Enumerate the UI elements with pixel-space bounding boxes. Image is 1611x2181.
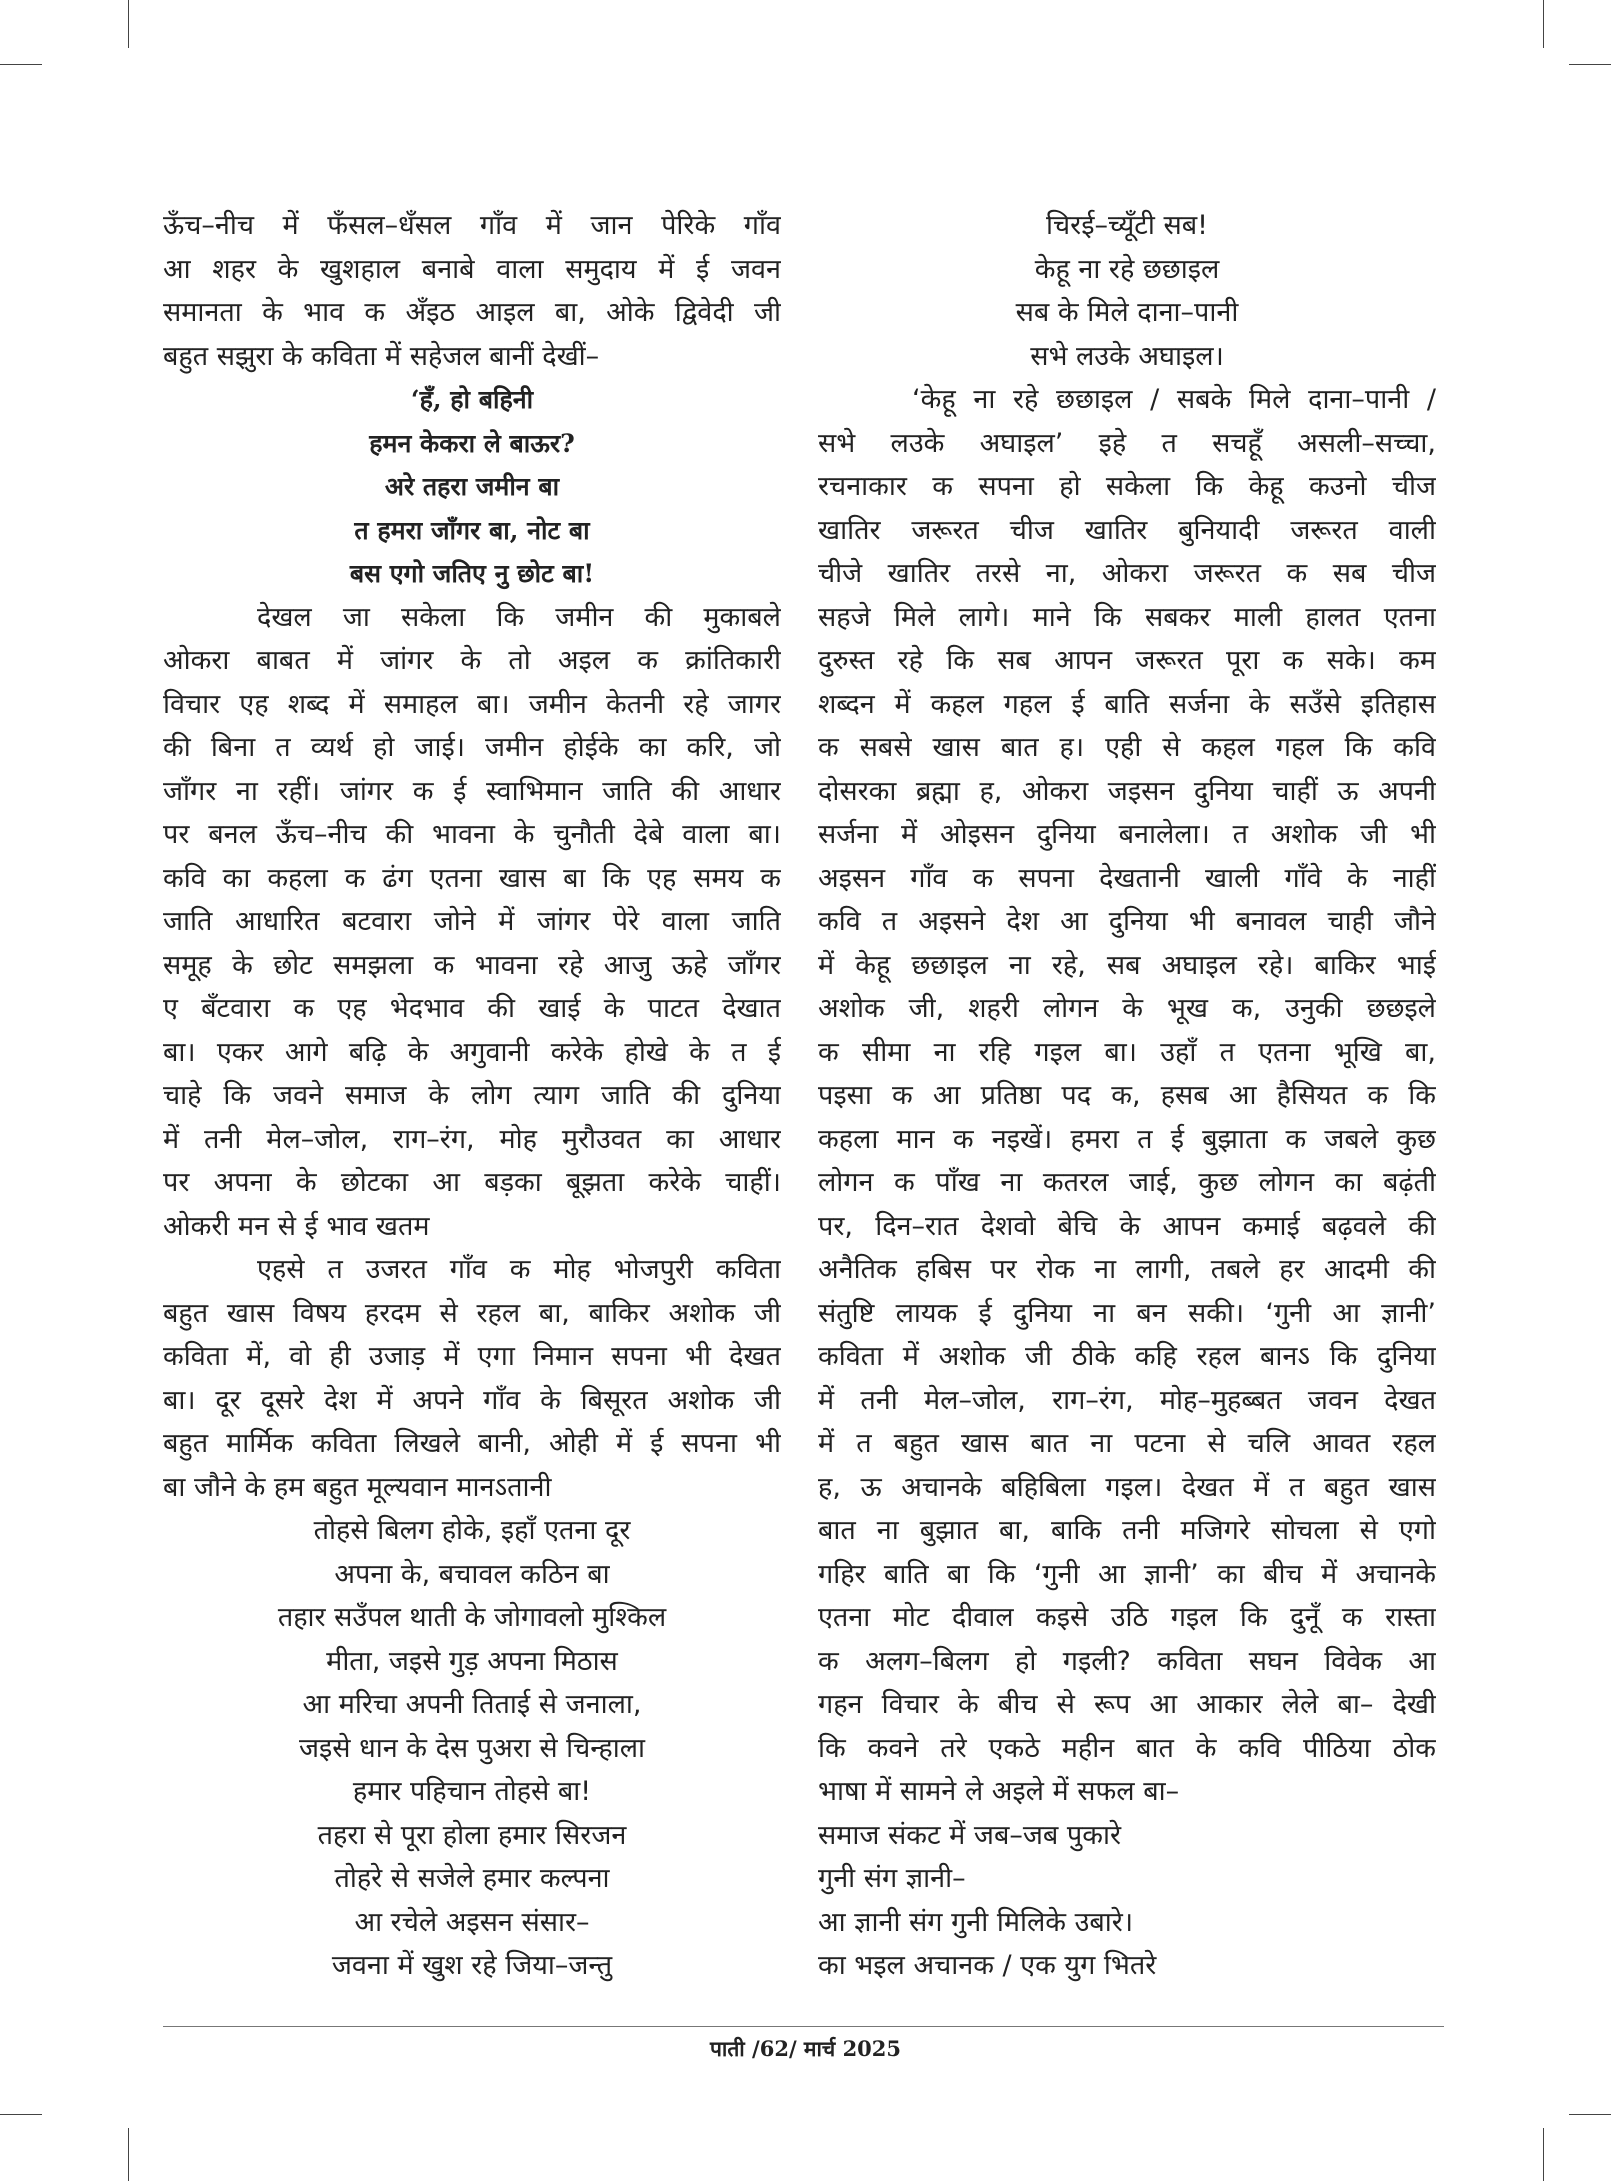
text-line: में तनी मेल–जोल, राग–रंग, मोह–मुहब्बत जवन देखत [818,1384,1436,1416]
text-line: बा। दूर दूसरे देश में अपने गाँव के बिसूरत अशोक जी [163,1384,781,1416]
text-line: अपना के, बचावल कठिन बा [334,1558,610,1590]
text-line: समानता के भाव क अँइठ आइल बा, ओके द्विवेदी जी [163,297,781,328]
footer-rule [163,2026,1444,2027]
text-line: आ ज्ञानी संग गुनी मिलिके उबारे। [818,1906,1134,1938]
text-line: एतना मोट दीवाल कइसे उठि गइल कि दुनूँ क रास्ता [818,1602,1436,1633]
text-line: समूह के छोट समझला क भावना रहे आजु ऊहे जाँगर [163,949,781,981]
text-line: आ रचेले अइसन संसार– [354,1906,590,1938]
text-line: चिरई–च्यूँटी सब! [1046,210,1208,241]
text-line: सहजे मिले लागे। माने कि सबकर माली हालत एतना [818,601,1436,633]
text-line: आ मरिचा अपनी तिताई से जनाला, [302,1689,642,1720]
text-line: ओकरी मन से ई भाव खतम [163,1210,430,1242]
crop-mark-bottom-right-horizontal [1569,2114,1611,2115]
text-line: दोसरका ब्रह्मा ह, ओकरा जइसन दुनिया चाहीं ऊ अपनी [818,775,1436,807]
text-line: कविता में, वो ही उजाड़ में एगा निमान सपना भी देखत [163,1341,781,1372]
text-line: बहुत खास विषय हरदम से रहल बा, बाकिर अशोक जी [163,1297,781,1329]
text-line: कवि त अइसने देश आ दुनिया भी बनावल चाही जौने [818,906,1436,937]
text-line: कविता में अशोक जी ठीके कहि रहल बानऽ कि दुनिया [818,1341,1436,1372]
crop-mark-bottom-left-vertical [128,2128,129,2181]
text-line: देखल जा सकेला कि जमीन की मुकाबले [257,601,781,633]
text-line: पइसा क आ प्रतिष्ठा पद क, हसब आ हैसियत क कि [818,1080,1436,1111]
text-line: शब्दन में कहल गहल ई बाति सर्जना के सउँसे इतिहास [818,688,1436,720]
text-line: गहिर बाति बा कि ‘गुनी आ ज्ञानी’ का बीच में अचानके [818,1558,1436,1590]
text-line: अनैतिक हबिस पर रोक ना लागी, तबले हर आदमी की [818,1254,1436,1285]
text-line: त हमरा जाँगर बा, नोट बा [354,515,590,545]
page-folio: पाती /62/ मार्च 2025 [709,2036,902,2061]
text-line: रचनाकार क सपना हो सकेला कि केहू कउनो चीज [818,471,1436,502]
text-line: की बिना त व्यर्थ हो जाई। जमीन होईके का करि, जो [163,732,781,763]
text-line: जाँगर ना रहीं। जांगर क ई स्वाभिमान जाति की आधार [163,775,781,807]
text-line: तोहसे बिलग होके, इहाँ एतना दूर [313,1515,631,1546]
text-line: बहुत मार्मिक कविता लिखले बानी, ओही में ई सपना भी [163,1428,781,1459]
text-line: सभे लउके अघाइल। [1030,340,1224,372]
text-line: बहुत सझुरा के कविता में सहेजल बानीं देखीं– [163,340,600,372]
text-line: गुनी संग ज्ञानी– [818,1863,966,1894]
text-line: ओकरा बाबत में जांगर के तो अइल क क्रांतिकारी [163,645,781,676]
crop-mark-bottom-right-vertical [1543,2128,1544,2181]
text-line: क सीमा ना रहि गइल बा। उहाँ त एतना भूखि बा, [818,1036,1436,1068]
text-line: दुरुस्त रहे कि सब आपन जरूरत पूरा क सके। कम [818,645,1436,676]
text-line: मीता, जइसे गुड़ अपना मिठास [326,1645,618,1677]
text-line: केहू ना रहे छछाइल [1034,253,1220,285]
crop-mark-bottom-left-horizontal [0,2114,42,2115]
text-line: क अलग–बिलग हो गइली? कविता सघन विवेक आ [818,1645,1436,1677]
text-line: लोगन क पाँख ना कतरल जाई, कुछ लोगन का बढ़ंती [818,1167,1436,1198]
text-line: सब के मिले दाना–पानी [1015,297,1239,328]
text-line: चीजे खातिर तरसे ना, ओकरा जरूरत क सब चीज [818,558,1436,589]
text-line: ‘हँ, हो बहिनी [410,385,534,414]
text-line: सभे लउके अघाइल’ इहे त सचहूँ असली–सच्चा, [818,427,1436,459]
text-line: कवि का कहला क ढंग एतना खास बा कि एह समय क [163,862,781,894]
text-line: अरे तहरा जमीन बा [384,472,560,501]
text-line: हमन केकरा ले बाऊर? [369,428,575,458]
text-line: का भइल अचानक / एक युग भितरे [818,1950,1157,1981]
text-line: में तनी मेल–जोल, राग–रंग, मोह मुरौउवत का आधार [163,1123,781,1155]
text-line: संतुष्टि लायक ई दुनिया ना बन सकी। ‘गुनी आ ज्ञानी’ [818,1297,1436,1329]
text-line: विचार एह शब्द में समाहल बा। जमीन केतनी रहे जागर [163,688,781,720]
text-line: जइसे धान के देस पुअरा से चिन्हाला [298,1732,646,1764]
text-line: ह, ऊ अचानके बहिबिला गइल। देखत में त बहुत खास [818,1471,1436,1503]
text-line: में त बहुत खास बात ना पटना से चलि आवत रहल [818,1428,1436,1459]
text-line: ए बँटवारा क एह भेदभाव की खाई के पाटत देखात [163,993,781,1024]
text-line: आ शहर के खुशहाल बनाबे वाला समुदाय में ई जवन [163,253,781,285]
crop-mark-top-right-vertical [1543,0,1544,48]
text-line: जाति आधारित बटवारा जोने में जांगर पेरे वाला जाति [163,906,781,937]
crop-mark-top-left-horizontal [0,64,42,65]
text-line: तहार सउँपल थाती के जोगावलो मुश्किल [277,1602,667,1633]
text-line: पर बनल ऊँच–नीच की भावना के चुनौती देबे वाला बा। [163,819,781,850]
text-line: तोहरे से सजेले हमार कल्पना [334,1863,610,1894]
text-line: क सबसे खास बात ह। एही से कहल गहल कि कवि [818,732,1436,763]
text-line: तहरा से पूरा होला हमार सिरजन [317,1819,627,1851]
left-text-column [163,204,781,1988]
text-line: बा जौने के हम बहुत मूल्यवान मानऽतानी [163,1471,552,1503]
crop-mark-top-left-vertical [128,0,129,48]
crop-mark-top-right-horizontal [1569,64,1611,65]
text-line: पर, दिन–रात देशवो बेचि के आपन कमाई बढ़वले की [818,1210,1436,1242]
text-line: सर्जना में ओइसन दुनिया बनालेला। त अशोक जी भी [818,819,1436,850]
text-line: गहन विचार के बीच से रूप आ आकार लेले बा– देखी [818,1689,1436,1720]
text-line: ‘केहू ना रहे छछाइल / सबके मिले दाना–पानी / [912,384,1436,415]
text-line: कि कवने तरे एकठे महीन बात के कवि पीठिया ठोक [818,1732,1436,1764]
text-line: एहसे त उजरत गाँव क मोह भोजपुरी कविता [257,1254,781,1285]
text-line: अशोक जी, शहरी लोगन के भूख क, उनुकी छछइले [818,993,1436,1024]
text-line: में केहू छछाइल ना रहे, सब अघाइल रहे। बाकिर भाई [818,949,1436,981]
text-line: कहला मान क नइखें। हमरा त ई बुझाता क जबले कुछ [818,1123,1436,1155]
text-line: पर अपना के छोटका आ बड़का बूझता करेके चाहीं। [163,1167,781,1198]
text-line: अइसन गाँव क सपना देखतानी खाली गाँवे के नाहीं [818,862,1436,894]
text-line: बस एगो जतिए नु छोट बा! [349,559,595,588]
text-line: जवना में खुश रहे जिया–जन्तु [331,1950,613,1981]
text-line: भाषा में सामने ले अइले में सफल बा– [818,1776,1180,1807]
text-line: बात ना बुझात बा, बाकि तनी मजिगरे सोचला से एगो [818,1515,1436,1546]
text-line: ऊँच–नीच में फँसल–धँसल गाँव में जान पेरिके गाँव [163,210,781,241]
right-text-column [818,204,1436,1988]
text-line: खातिर जरूरत चीज खातिर बुनियादी जरूरत वाली [818,514,1436,546]
text-line: हमार पहिचान तोहसे बा! [352,1776,592,1807]
text-line: बा। एकर आगे बढ़ि के अगुवानी करेके होखे के त ई [163,1036,781,1068]
text-line: चाहे कि जवने समाज के लोग त्याग जाति की दुनिया [163,1080,781,1111]
text-line: समाज संकट में जब–जब पुकारे [818,1819,1122,1851]
